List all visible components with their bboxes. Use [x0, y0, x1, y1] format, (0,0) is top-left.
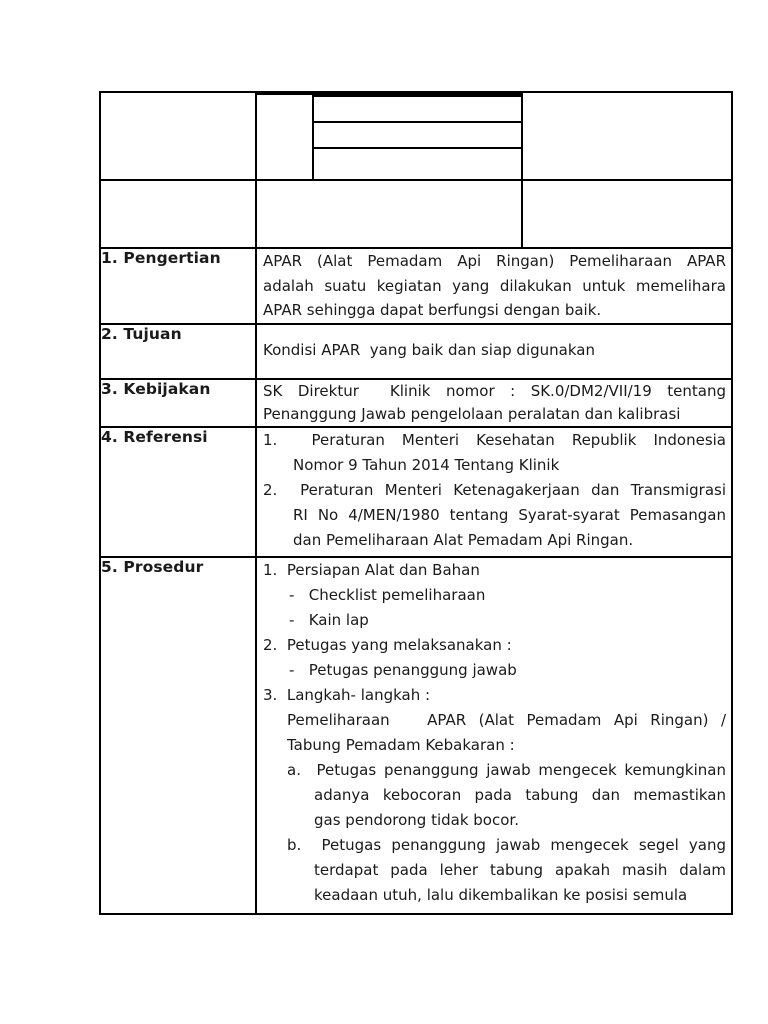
- section-content-referensi: [256, 427, 732, 557]
- text-block: [257, 338, 731, 363]
- text-line: terdapat pada leher tabung apakah masih dalam: [314, 860, 726, 879]
- text-line: Nomor 9 Tahun 2014 Tentang Klinik: [293, 455, 560, 474]
- section-label-prosedur: 5. Prosedur: [100, 557, 256, 914]
- header-doc-info-value-2: [313, 96, 522, 122]
- text-line: 2. Petugas yang melaksanakan :: [263, 635, 512, 654]
- text-line: 3. Langkah- langkah :: [263, 685, 431, 704]
- text-line: APAR sehingga dapat berfungsi dengan baik.: [263, 301, 602, 319]
- header-doc-info-label-cell: [256, 94, 313, 180]
- text-line: dan Pemeliharaan Alat Pemadam Api Ringan.: [293, 530, 634, 549]
- section-content-tujuan: [256, 324, 732, 379]
- text-line: SK Direktur Klinik nomor : SK.0/DM2/VII/19 tentang: [263, 381, 726, 400]
- text-line: b. Petugas penanggung jawab mengecek segel yang: [287, 835, 726, 854]
- text-line: Tabung Pemadam Kebakaran :: [287, 735, 515, 754]
- text-line: - Checklist pemeliharaan: [289, 585, 486, 604]
- section-row-referensi: [100, 427, 732, 557]
- text-block: [257, 428, 731, 553]
- approval-left-cell: [100, 180, 256, 248]
- text-line: 1. Persiapan Alat dan Bahan: [263, 560, 480, 579]
- approval-middle-cell: [256, 180, 522, 248]
- section-content-pengertian: [256, 248, 732, 324]
- text-line: adanya kebocoran pada tabung dan memastikan: [314, 785, 726, 804]
- section-content-prosedur: [256, 557, 732, 914]
- text-block: [257, 380, 731, 426]
- header-right-cell: [522, 92, 732, 180]
- text-line: RI No 4/MEN/1980 tentang Syarat-syarat Pemasangan: [293, 505, 726, 524]
- header-doc-info-value-4: [313, 148, 522, 180]
- section-content-kebijakan: [256, 379, 732, 427]
- text-block: [257, 249, 731, 323]
- text-line: gas pendorong tidak bocor.: [314, 810, 519, 829]
- text-line: keadaan utuh, lalu dikembalikan ke posisi semula: [314, 885, 688, 904]
- section-label-pengertian: 1. Pengertian: [100, 248, 256, 324]
- approval-row: [100, 180, 732, 248]
- text-line: Penanggung Jawab pengelolaan peralatan dan kalibrasi: [263, 404, 681, 423]
- text-line: Kondisi APAR yang baik dan siap digunakan: [263, 340, 595, 359]
- sop-table: [99, 91, 733, 915]
- section-label-kebijakan: 3. Kebijakan: [100, 379, 256, 427]
- text-line: APAR (Alat Pemadam Api Ringan) Pemeliharaan APAR: [263, 252, 726, 270]
- text-line: 1. Peraturan Menteri Kesehatan Republik Indonesia: [263, 430, 726, 449]
- header-doc-info-value-3: [313, 122, 522, 148]
- section-row-prosedur: [100, 557, 732, 914]
- approval-right-cell: [522, 180, 732, 248]
- section-row-kebijakan: [100, 379, 732, 427]
- section-label-tujuan: 2. Tujuan: [100, 324, 256, 379]
- text-block: [257, 558, 731, 908]
- text-line: - Petugas penanggung jawab: [289, 660, 517, 679]
- text-line: adalah suatu kegiatan yang dilakukan untuk memelihara: [263, 276, 726, 295]
- text-line: - Kain lap: [289, 610, 369, 629]
- text-line: Pemeliharaan APAR (Alat Pemadam Api Ringan) /: [287, 710, 726, 729]
- section-row-pengertian: [100, 248, 732, 324]
- header-logo-cell: [100, 92, 256, 180]
- text-line: a. Petugas penanggung jawab mengecek kemungkinan: [287, 760, 726, 779]
- section-row-tujuan: [100, 324, 732, 379]
- text-line: 2. Peraturan Menteri Ketenagakerjaan dan Transmigrasi: [263, 480, 726, 499]
- section-label-referensi: 4. Referensi: [100, 427, 256, 557]
